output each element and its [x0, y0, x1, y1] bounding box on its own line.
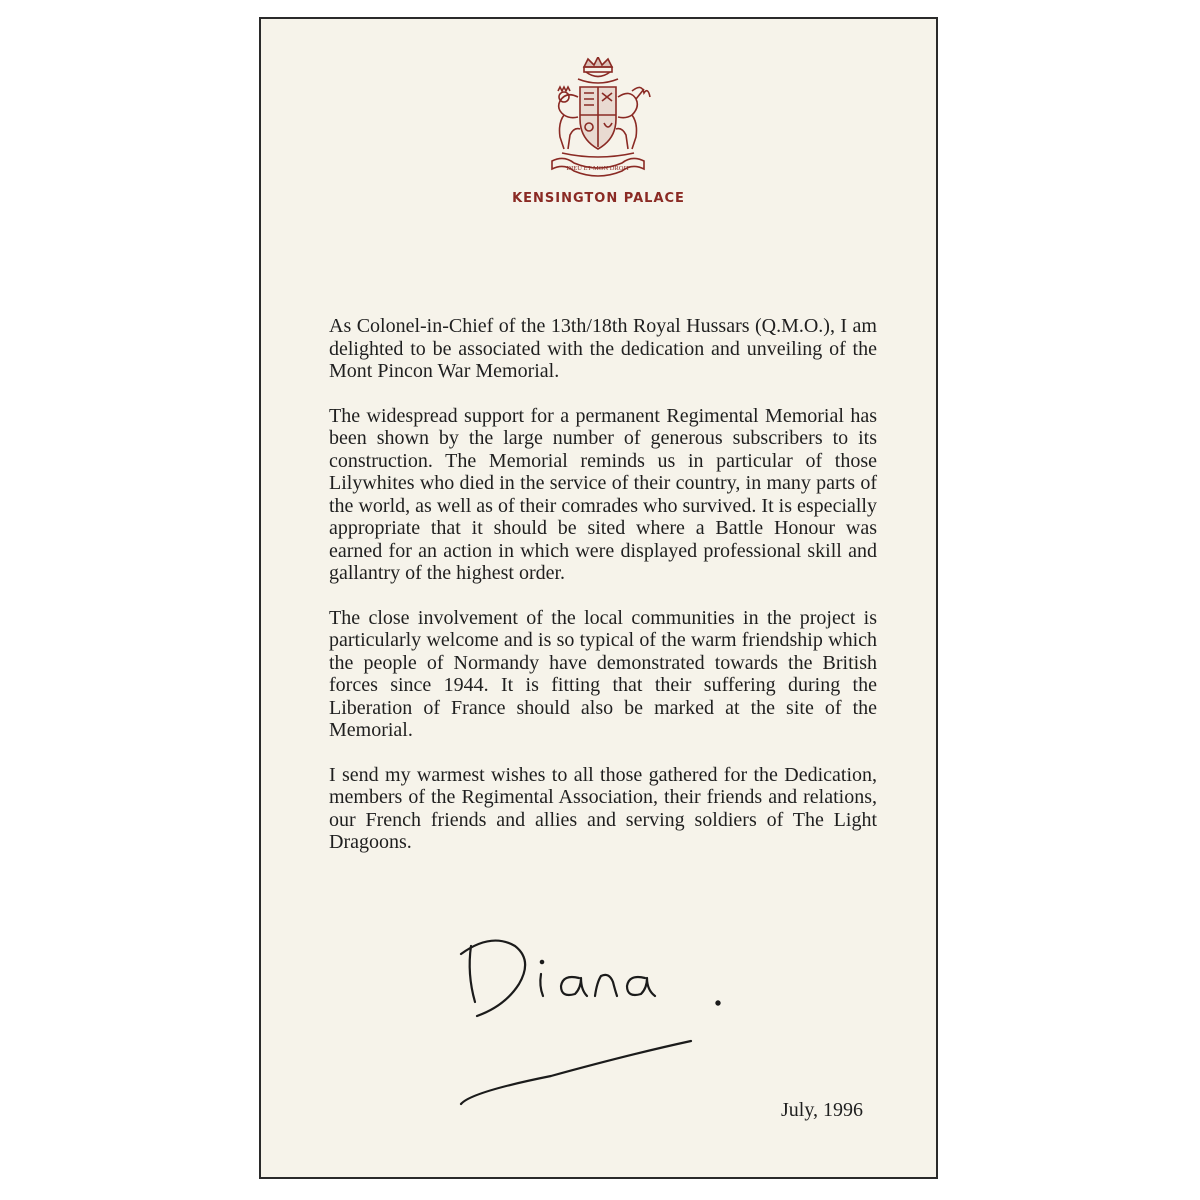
letter-body	[329, 315, 877, 876]
paragraph: The close involvement of the local communities in the project is particularly welcome and is so typical of the warm friendship which the people of Normandy have demonstrated towards the British forces since 1944. It is fitting that their suffering during the Liberation of France should also be marked at the site of the Memorial.	[329, 606, 877, 741]
paragraph: As Colonel-in-Chief of the 13th/18th Royal Hussars (Q.M.O.), I am delighted to be associated with the dedication and unveiling of the Mont Pincon War Memorial.	[329, 315, 877, 382]
letter-page	[259, 17, 938, 1179]
crest-motto: DIEU ET MON DROIT	[566, 165, 630, 172]
handwritten-signature	[431, 924, 761, 1124]
letter-date: July, 1996	[781, 1099, 864, 1121]
paragraph: The widespread support for a permanent Regimental Memorial has been shown by the large number of generous subscribers to its construction. The Memorial reminds us in particular of those Lilywhites who died in the service of their country, in many parts of the world, as well as of their comrades who survived. It is especially appropriate that it should be sited where a Battle Honour was earned for an action in which were displayed professional skill and gallantry of the highest order.	[329, 404, 877, 584]
paragraph: I send my warmest wishes to all those gathered for the Dedication, members of the Regimental Association, their friends and relations, our French friends and allies and serving soldiers of The Light Dragoons.	[329, 763, 877, 853]
royal-coat-of-arms-icon	[544, 57, 652, 177]
letterhead-address: KENSINGTON PALACE	[512, 191, 685, 206]
